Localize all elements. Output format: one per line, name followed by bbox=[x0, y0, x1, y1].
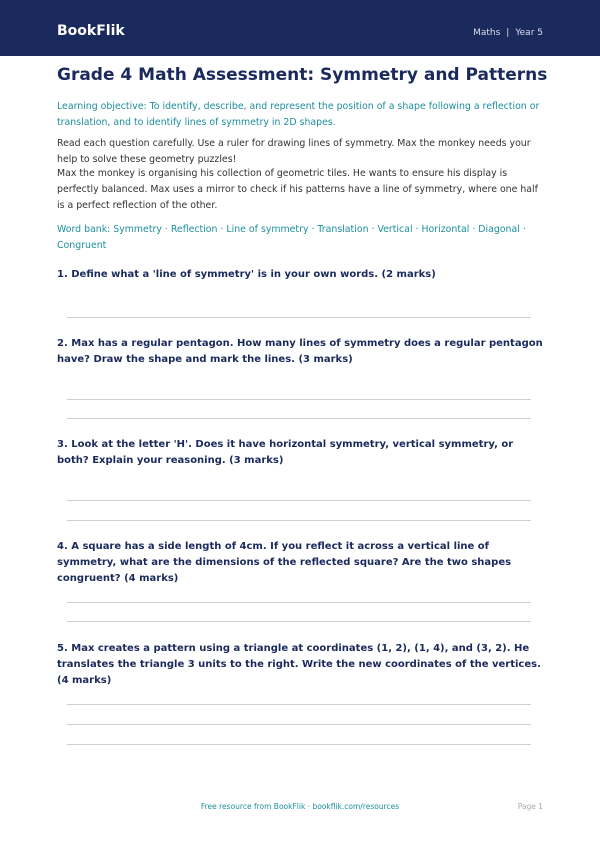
learning-objective: Learning objective: To identify, describe, and represent the position of a shape following a reflection or translation, and to identify lines of symmetry in 2D shapes. bbox=[57, 101, 540, 128]
answer-line[interactable] bbox=[67, 317, 531, 318]
answer-line[interactable] bbox=[67, 724, 531, 725]
page-number: Page 1 bbox=[517, 802, 543, 811]
question-1: 1. Define what a 'line of symmetry' is in your own words. (2 marks) bbox=[57, 269, 436, 280]
answer-line[interactable] bbox=[67, 520, 531, 521]
brand-logo[interactable]: BookFlik bbox=[57, 23, 125, 39]
intro-story: Max the monkey is organising his collection of geometric tiles. He wants to ensure his display is perfectly balanced. Max uses a mirror to check if his patterns have a line of symmetry, where one half is a perfect reflection of the other. bbox=[57, 168, 538, 211]
year-label: Year 5 bbox=[515, 28, 543, 38]
intro-instructions: Read each question carefully. Use a ruler for drawing lines of symmetry. Max the monkey needs your help to solve these geometry puzzles! bbox=[57, 138, 531, 165]
question-2: 2. Max has a regular pentagon. How many lines of symmetry does a regular pentagon have? Draw the shape and mark the lines. (3 marks) bbox=[57, 338, 543, 365]
answer-line[interactable] bbox=[67, 500, 531, 501]
meta-separator: | bbox=[506, 28, 510, 38]
answer-line[interactable] bbox=[67, 418, 531, 419]
question-5: 5. Max creates a pattern using a triangle at coordinates (1, 2), (1, 4), and (3, 2). He translates the triangle 3 units to the right. Write the new coordinates of the vertices. (4 marks) bbox=[57, 643, 541, 686]
answer-line[interactable] bbox=[67, 704, 531, 705]
page-title: Grade 4 Math Assessment: Symmetry and Patterns bbox=[57, 65, 548, 85]
word-bank: Word bank: Symmetry · Reflection · Line of symmetry · Translation · Vertical · Horizontal · Diagonal · Congruent bbox=[57, 224, 526, 251]
footer-resource[interactable]: Free resource from BookFlik · bookflik.com/resources bbox=[200, 802, 400, 811]
answer-line[interactable] bbox=[67, 621, 531, 622]
subject-label: Maths bbox=[473, 28, 501, 38]
page-header bbox=[0, 0, 600, 56]
question-4: 4. A square has a side length of 4cm. If you reflect it across a vertical line of symmetry, what are the dimensions of the reflected square? Are the two shapes congruent? (4 marks) bbox=[57, 541, 512, 584]
answer-line[interactable] bbox=[67, 602, 531, 603]
answer-line[interactable] bbox=[67, 744, 531, 745]
answer-line[interactable] bbox=[67, 399, 531, 400]
header-meta bbox=[473, 28, 543, 38]
question-3: 3. Look at the letter 'H'. Does it have horizontal symmetry, vertical symmetry, or both? Explain your reasoning. (3 marks) bbox=[57, 439, 514, 466]
